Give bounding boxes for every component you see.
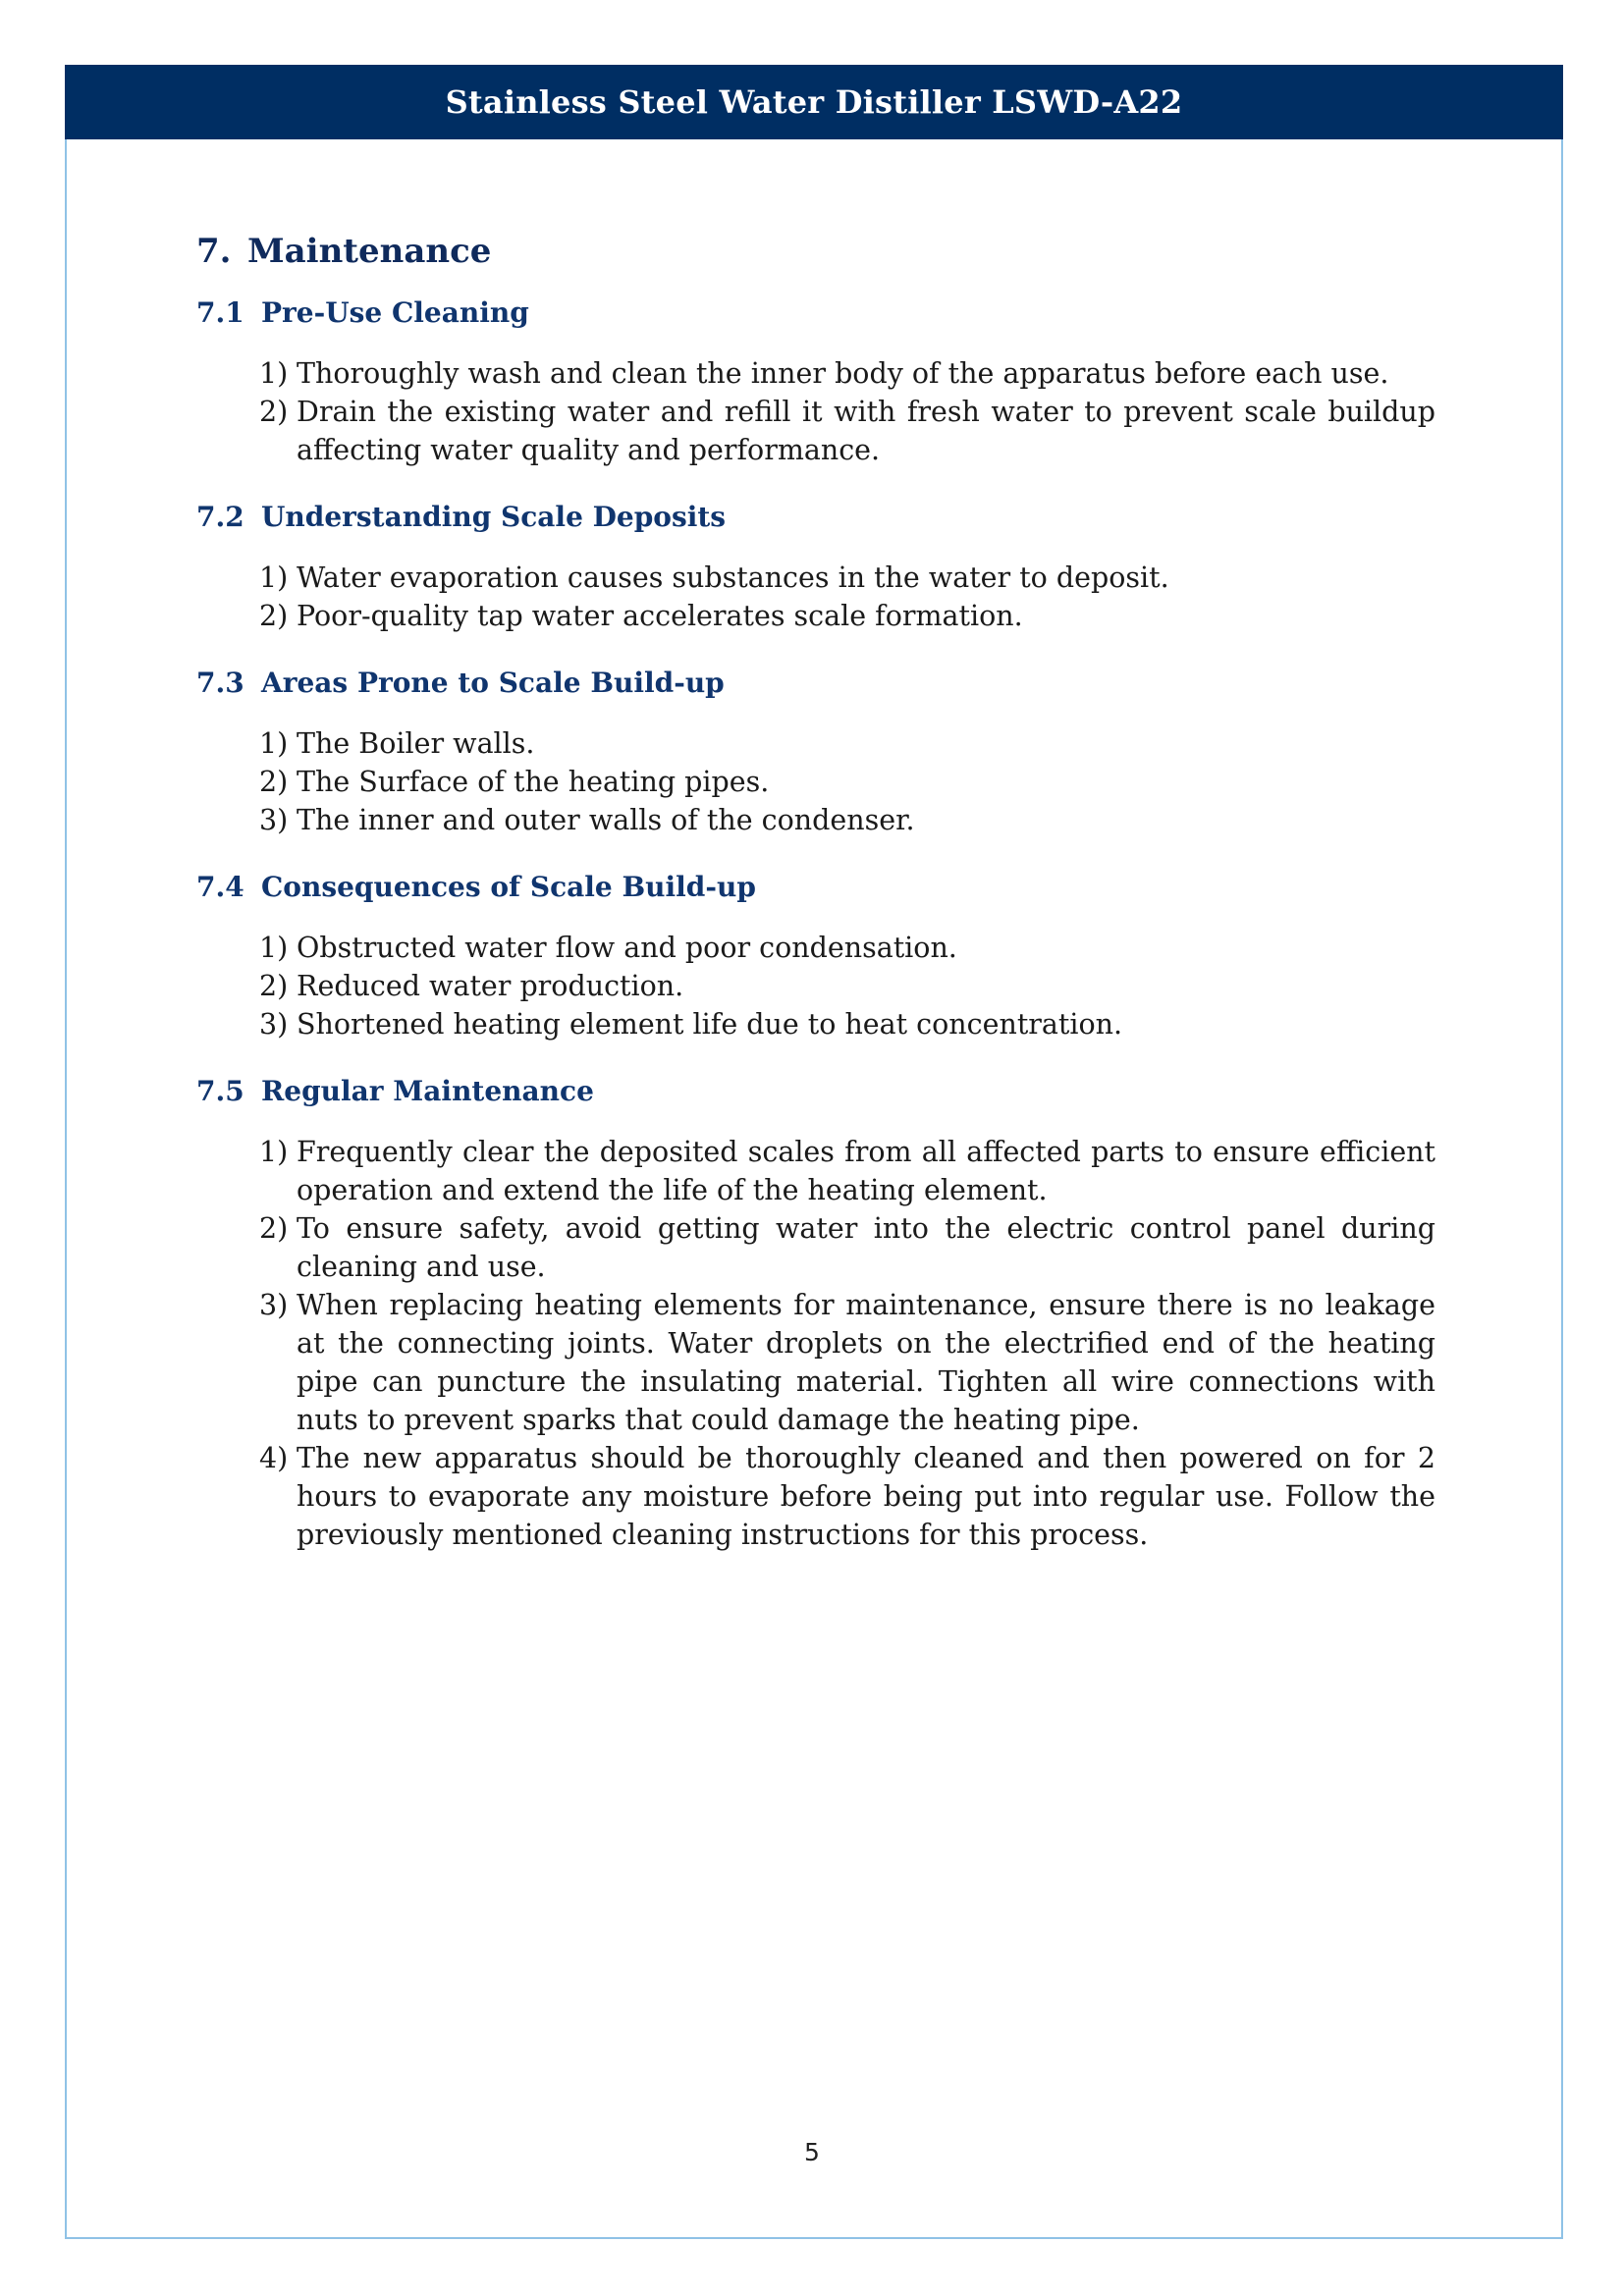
list-item-number: 2) [259, 766, 289, 798]
list-item [196, 1439, 1435, 1554]
list-item [196, 801, 1435, 839]
list-item [196, 1286, 1435, 1439]
list-item-text: Poor-quality tap water accelerates scale formation. [297, 600, 1023, 632]
list-item [196, 1209, 1435, 1286]
document-title: Stainless Steel Water Distiller LSWD-A22 [445, 83, 1183, 121]
list-item-text: Obstructed water flow and poor condensation. [297, 932, 957, 964]
list-item-number: 2) [259, 1212, 289, 1245]
numbered-list [196, 354, 1435, 469]
list-item-marker [196, 354, 297, 393]
list-item-marker [196, 1209, 297, 1286]
numbered-list [196, 559, 1435, 635]
list-item-text: When replacing heating elements for maintenance, ensure there is no leakage at the connecting joints. Water droplets on the electrified end of the heating pipe can puncture the insulating material. Tighten all wire connections with nuts to prevent sparks that could damage the heating pipe. [297, 1289, 1435, 1436]
list-item-text: Frequently clear the deposited scales from all affected parts to ensure efficient operation and extend the life of the heating element. [297, 1136, 1435, 1206]
list-item-marker [196, 724, 297, 763]
list-item [196, 1133, 1435, 1209]
section-title: Areas Prone to Scale Build-up [261, 667, 725, 699]
list-item-text: The Surface of the heating pipes. [297, 766, 770, 798]
list-item-marker [196, 1005, 297, 1043]
list-item-text: Drain the existing water and refill it with fresh water to prevent scale buildup affecting water quality and performance. [297, 396, 1435, 466]
list-item-number: 2) [259, 970, 289, 1002]
header-bar [65, 65, 1563, 139]
list-item-number: 3) [259, 1008, 289, 1041]
list-item-marker [196, 801, 297, 839]
list-item [196, 763, 1435, 801]
list-item-number: 1) [259, 932, 289, 964]
list-item-marker [196, 1439, 297, 1554]
section [196, 667, 1435, 839]
section-heading [196, 501, 1435, 533]
list-item-text: Reduced water production. [297, 970, 684, 1002]
list-item-marker [196, 1133, 297, 1209]
section-number: 7.1 [196, 296, 244, 329]
section [196, 501, 1435, 635]
list-item-text: The inner and outer walls of the condenser. [297, 804, 915, 836]
list-item-marker [196, 597, 297, 635]
list-item-text: The new apparatus should be thoroughly cleaned and then powered on for 2 hours to evaporate any moisture before being put into regular use. Follow the previously mentioned cleaning instructions for this process. [297, 1442, 1435, 1551]
list-item [196, 559, 1435, 597]
list-item-number: 4) [259, 1442, 289, 1474]
chapter-number: 7. [196, 232, 232, 271]
list-item-number: 3) [259, 1289, 289, 1321]
chapter-heading [196, 232, 1435, 271]
section-heading [196, 296, 1435, 329]
numbered-list [196, 1133, 1435, 1554]
section-number: 7.5 [196, 1075, 244, 1107]
list-item-text: To ensure safety, avoid getting water into the electric control panel during cleaning and use. [297, 1212, 1435, 1283]
list-item [196, 929, 1435, 967]
section-title: Consequences of Scale Build-up [261, 871, 756, 903]
list-item-marker [196, 559, 297, 597]
list-item-number: 1) [259, 357, 289, 390]
list-item-text: Water evaporation causes substances in the water to deposit. [297, 561, 1169, 594]
section-heading [196, 1075, 1435, 1107]
list-item-text: The Boiler walls. [297, 727, 535, 760]
section [196, 1075, 1435, 1554]
section-title: Pre-Use Cleaning [261, 296, 529, 329]
list-item [196, 354, 1435, 393]
section-heading [196, 667, 1435, 699]
list-item-number: 1) [259, 1136, 289, 1168]
numbered-list [196, 724, 1435, 839]
chapter-title: Maintenance [247, 232, 492, 271]
section-number: 7.4 [196, 871, 244, 903]
list-item-marker [196, 1286, 297, 1439]
list-item-number: 2) [259, 396, 289, 428]
section-number: 7.2 [196, 501, 244, 533]
list-item-marker [196, 393, 297, 469]
list-item [196, 393, 1435, 469]
section [196, 871, 1435, 1043]
section-heading [196, 871, 1435, 903]
list-item [196, 967, 1435, 1005]
sections-container [196, 296, 1435, 1554]
list-item-marker [196, 929, 297, 967]
page-content [196, 232, 1435, 1585]
list-item-text: Thoroughly wash and clean the inner body of the apparatus before each use. [297, 357, 1389, 390]
numbered-list [196, 929, 1435, 1043]
section-title: Understanding Scale Deposits [261, 501, 727, 533]
list-item-number: 1) [259, 727, 289, 760]
list-item [196, 724, 1435, 763]
list-item-marker [196, 763, 297, 801]
page-number: 5 [804, 2138, 820, 2166]
list-item [196, 597, 1435, 635]
list-item-marker [196, 967, 297, 1005]
section-title: Regular Maintenance [261, 1075, 594, 1107]
list-item-text: Shortened heating element life due to heat concentration. [297, 1008, 1123, 1041]
list-item-number: 3) [259, 804, 289, 836]
list-item-number: 1) [259, 561, 289, 594]
section-number: 7.3 [196, 667, 244, 699]
section [196, 296, 1435, 469]
list-item-number: 2) [259, 600, 289, 632]
list-item [196, 1005, 1435, 1043]
